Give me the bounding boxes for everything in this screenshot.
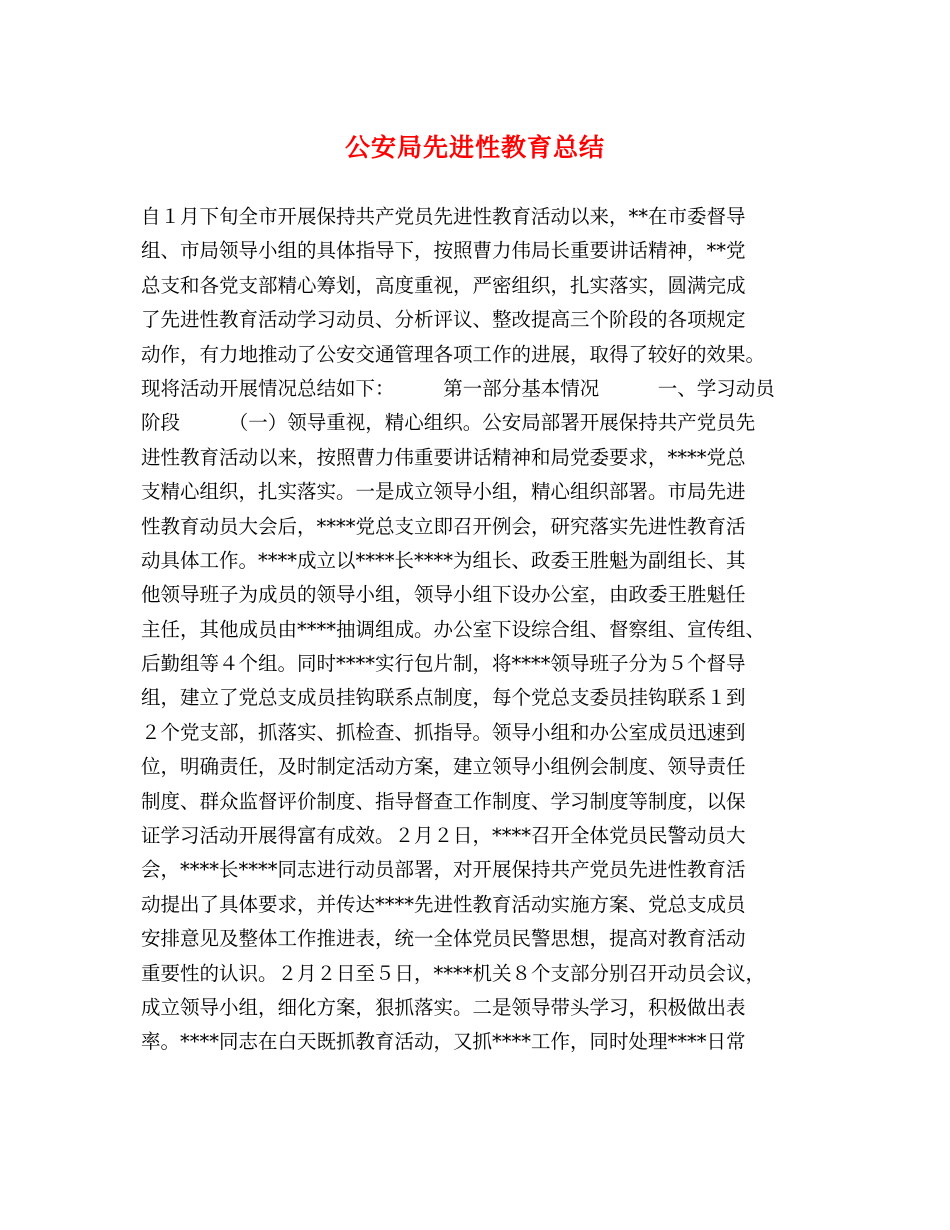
body-line: 安排意见及整体工作推进表，统一全体党员民警思想，提高对教育活动 — [141, 927, 746, 951]
body-line: 后勤组等４个组。同时****实行包片制，将****领导班子分为５个督导 — [141, 652, 746, 676]
body-line: 动作，有力地推动了公安交通管理各项工作的进展，取得了较好的效果。 — [141, 342, 766, 366]
body-line: 现将活动开展情况总结如下： 第一部分基本情况 一、学习动员 — [141, 376, 775, 400]
body-line: 组，建立了党总支成员挂钩联系点制度，每个党总支委员挂钩联系１到 — [141, 686, 746, 710]
body-line: 会，****长****同志进行动员部署，对开展保持共产党员先进性教育活 — [141, 858, 746, 882]
body-line: 成立领导小组，细化方案，狠抓落实。二是领导带头学习，积极做出表 — [141, 995, 746, 1019]
body-line: 自１月下旬全市开展保持共产党员先进性教育活动以来，**在市委督导 — [141, 205, 746, 228]
body-line: 总支和各党支部精心筹划，高度重视，严密组织，扎实落实，圆满完成 — [141, 273, 746, 297]
body-line: 制度、群众监督评价制度、指导督查工作制度、学习制度等制度，以保 — [141, 789, 746, 813]
document-title: 公安局先进性教育总结 — [344, 133, 605, 162]
body-line: 阶段 （一）领导重视，精心组织。公安局部署开展保持共产党员先 — [141, 411, 756, 435]
body-line: 位，明确责任，及时制定活动方案，建立领导小组例会制度、领导责任 — [141, 755, 746, 779]
document-body — [141, 200, 821, 1060]
body-line: 了先进性教育活动学习动员、分析评议、整改提高三个阶段的各项规定 — [141, 308, 746, 332]
body-line: 证学习活动开展得富有成效。２月２日，****召开全体党员民警动员大 — [141, 824, 746, 848]
body-line: ２个党支部，抓落实、抓检查、抓指导。领导小组和办公室成员迅速到 — [141, 720, 746, 744]
body-line: 动提出了具体要求，并传达****先进性教育活动实施方案、党总支成员 — [141, 892, 746, 916]
body-line: 性教育动员大会后，****党总支立即召开例会，研究落实先进性教育活 — [141, 514, 746, 538]
body-line: 重要性的认识。２月２日至５日，****机关８个支部分别召开动员会议， — [141, 961, 766, 985]
body-line: 支精心组织，扎实落实。一是成立领导小组，精心组织部署。市局先进 — [141, 480, 746, 504]
body-line: 主任，其他成员由****抽调组成。办公室下设综合组、督察组、宣传组、 — [141, 617, 766, 641]
body-line: 动具体工作。****成立以****长****为组长、政委王胜魁为副组长、其 — [141, 548, 746, 572]
body-line: 率。****同志在白天既抓教育活动，又抓****工作，同时处理****日常 — [141, 1030, 746, 1054]
body-line: 组、市局领导小组的具体指导下，按照曹力伟局长重要讲话精神，**党 — [141, 239, 746, 263]
body-line: 进性教育活动以来，按照曹力伟重要讲话精神和局党委要求，****党总 — [141, 445, 746, 469]
body-line: 他领导班子为成员的领导小组，领导小组下设办公室，由政委王胜魁任 — [141, 583, 746, 607]
